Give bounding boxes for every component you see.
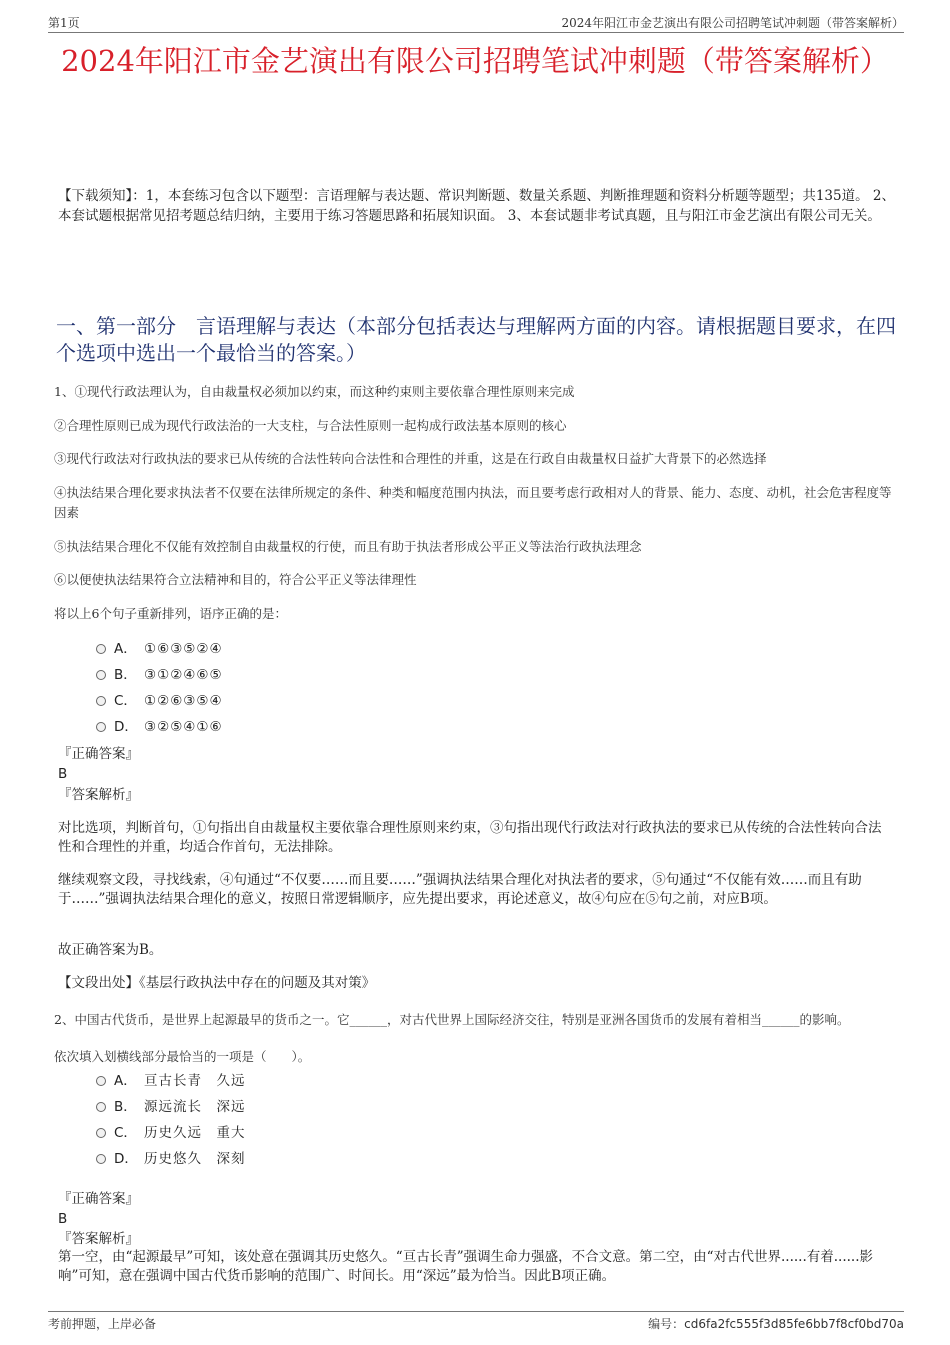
q2-option-d[interactable]: D． 历史悠久 深刻	[96, 1150, 246, 1168]
q1-sentence-1: 1、①现代行政法理认为，自由裁量权必须加以约束，而这种约束则主要依靠合理性原则来完成	[54, 384, 575, 399]
q2-prompt: 依次填入划横线部分最恰当的一项是（ ）。	[54, 1049, 311, 1064]
q1-prompt: 将以上6个句子重新排列，语序正确的是：	[54, 606, 287, 621]
page-footer	[48, 1311, 904, 1332]
q1-sentence-3: ③现代行政法对行政执法的要求已从传统的合法性转向合法性和合理性的并重，这是在行政自由裁量权日益扩大背景下的必然选择	[54, 451, 767, 466]
q2-answer-label: 『正确答案』	[58, 1191, 139, 1207]
q1-analysis-1: 对比选项，判断首句，①句指出自由裁量权主要依靠合理性原则来约束，③句指出现代行政法对行政执法的要求已从传统的合法性转向合法性和合理性的并重，均适合作首句，无法排除。	[58, 820, 882, 855]
q1-sentence-5: ⑤执法结果合理化不仅能有效控制自由裁量权的行使，而且有助于执法者形成公平正义等法治行政执法理念	[54, 539, 642, 554]
radio-icon[interactable]	[96, 1076, 106, 1086]
q2-answer: B	[58, 1211, 68, 1227]
radio-icon[interactable]	[96, 644, 106, 654]
q2-analysis: 第一空，由“起源最早”可知，该处意在强调其历史悠久。“亘古长青”强调生命力强盛，不合文意。第二空，由“对古代世界......有着......影响”可知，意在强调中国古代货币影响的范围广、时间长。用“深远”最为恰当。因此B项正确。	[58, 1249, 874, 1284]
header-doc-title: 2024年阳江市金艺演出有限公司招聘笔试冲刺题（带答案解析）	[561, 16, 904, 30]
q1-option-c[interactable]: C． ①②⑥③⑤④	[96, 692, 223, 710]
q2-stem: 2、中国古代货币，是世界上起源最早的货币之一。它______，对古代世界上国际经济交往，特别是亚洲各国货币的发展有着相当______的影响。	[54, 1012, 850, 1027]
q2-option-b[interactable]: B． 源远流长 深远	[96, 1098, 246, 1116]
q1-analysis-3: 故正确答案为B。	[58, 942, 163, 958]
q1-answer: B	[58, 766, 68, 782]
radio-icon[interactable]	[96, 696, 106, 706]
download-notice: 【下载须知】：1，本套练习包含以下题型：言语理解与表达题、常识判断题、数量关系题、判断推理题和资料分析题等题型；共135道。 2、本套试题根据常见招考题总结归纳，主要用于练习答题思路和拓展知识面。 3、本套试题非考试真题，且与阳江市金艺演出有限公司无关。	[58, 188, 895, 224]
radio-icon[interactable]	[96, 670, 106, 680]
q1-analysis-label: 『答案解析』	[58, 787, 139, 803]
q1-option-a[interactable]: A． ①⑥③⑤②④	[96, 640, 223, 658]
page-header	[48, 14, 904, 33]
section-heading: 一、第一部分 言语理解与表达（本部分包括表达与理解两方面的内容。请根据题目要求，在四个选项中选出一个最恰当的答案。）	[56, 314, 896, 365]
q2-option-a[interactable]: A． 亘古长青 久远	[96, 1072, 246, 1090]
radio-icon[interactable]	[96, 1154, 106, 1164]
document-title: 2024年阳江市金艺演出有限公司招聘笔试冲刺题（带答案解析）	[61, 44, 889, 78]
q1-answer-label: 『正确答案』	[58, 746, 139, 762]
q2-option-c[interactable]: C． 历史久远 重大	[96, 1124, 246, 1142]
q1-option-b[interactable]: B． ③①②④⑥⑤	[96, 666, 223, 684]
document-code-label: 编号：	[648, 1317, 685, 1331]
page-number: 第1页	[48, 16, 80, 30]
q1-source: 【文段出处】《基层行政执法中存在的问题及其对策》	[58, 975, 376, 991]
footer-slogan: 考前押题，上岸必备	[48, 1317, 157, 1331]
radio-icon[interactable]	[96, 1102, 106, 1112]
document-code-value: cd6fa2fc555f3d85fe6bb7f8cf0bd70a	[684, 1317, 904, 1331]
q2-analysis-label: 『答案解析』	[58, 1231, 139, 1247]
radio-icon[interactable]	[96, 1128, 106, 1138]
q1-sentence-6: ⑥以便使执法结果符合立法精神和目的，符合公平正义等法律理性	[54, 572, 417, 587]
document-code	[648, 1315, 904, 1332]
q1-option-d[interactable]: D． ③②⑤④①⑥	[96, 718, 223, 736]
q1-analysis-2: 继续观察文段，寻找线索，④句通过“不仅要……而且要……”强调执法结果合理化对执法者的要求，⑤句通过“不仅能有效……而且有助于……”强调执法结果合理化的意义，按照日常逻辑顺序，应先提出要求，再论述意义，故④句应在⑤句之前，对应B项。	[58, 872, 862, 907]
q1-sentence-2: ②合理性原则已成为现代行政法治的一大支柱，与合法性原则一起构成行政法基本原则的核心	[54, 418, 567, 433]
radio-icon[interactable]	[96, 722, 106, 732]
q1-sentence-4: ④执法结果合理化要求执法者不仅要在法律所规定的条件、种类和幅度范围内执法，而且要考虑行政相对人的背景、能力、态度、动机，社会危害程度等因素	[54, 485, 892, 520]
